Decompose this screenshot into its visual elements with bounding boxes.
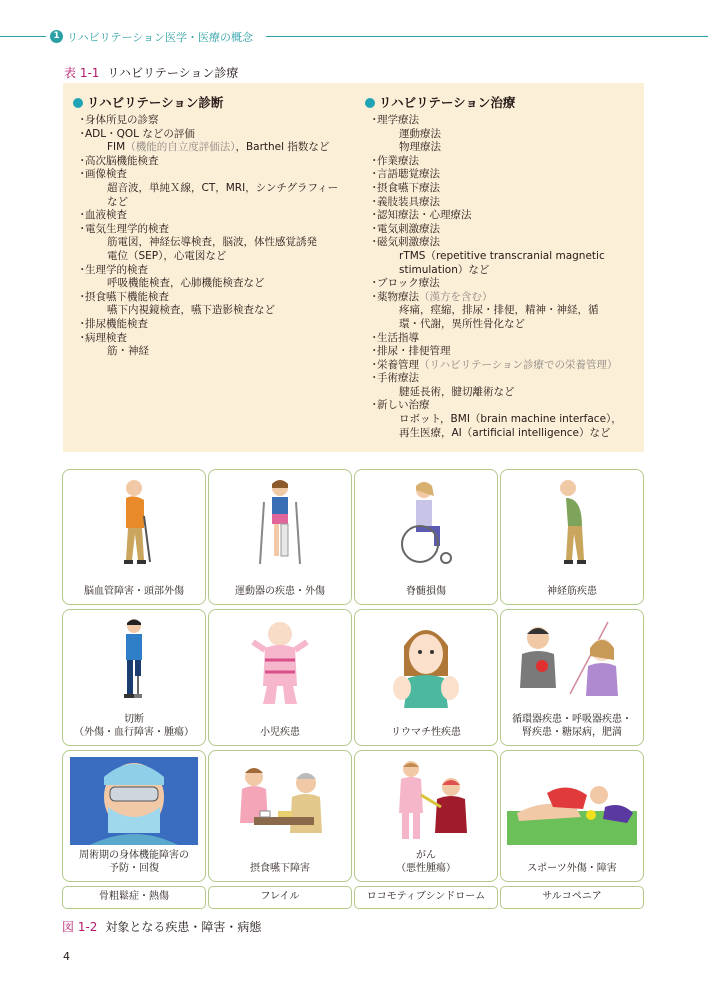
list-subitem [365, 141, 640, 155]
header-rule-left [0, 36, 46, 37]
list-subitem-text: ロボット，BMI（brain machine interface）， [399, 413, 622, 426]
treatment-heading [365, 95, 640, 111]
list-subitem [73, 236, 353, 250]
caregiver-feeding-icon [215, 757, 345, 847]
list-subitem [365, 264, 640, 278]
list-item [365, 345, 640, 359]
list-item [365, 196, 640, 210]
list-item [73, 168, 353, 182]
bullet-dot-icon [365, 98, 375, 108]
table-1-1 [63, 83, 644, 452]
list-subitem-suffix: ，Barthel 指数など [235, 141, 330, 154]
list-item-label: 電気生理学的検査 [85, 222, 169, 235]
list-item-label: 生理学的検査 [85, 263, 148, 276]
cell-label: 神経筋疾患 [547, 586, 597, 597]
table-title: リハビリテーション診療 [107, 66, 239, 80]
elderly-with-cane-icon [69, 476, 199, 568]
figure-cell [208, 469, 352, 605]
list-subitem-text: 環・代謝，異所性骨化など [399, 317, 525, 330]
list-item [73, 128, 353, 142]
list-item [365, 332, 640, 346]
list-item-label: 排尿・排便管理 [377, 345, 451, 358]
figure-cell [62, 469, 206, 605]
header-rule-right [266, 36, 708, 37]
elderly-stooped-icon [507, 476, 637, 568]
page-number: 4 [63, 950, 70, 963]
running-header [0, 30, 708, 44]
cell-label [65, 713, 203, 739]
list-subitem-text: FIM [107, 141, 126, 154]
list-item-label: 作業療法 [377, 154, 419, 167]
figure-cell [500, 469, 644, 605]
list-item-label: 摂食嚥下療法 [377, 181, 440, 194]
woman-with-painful-hands-icon [361, 616, 491, 708]
list-subitem [73, 345, 353, 359]
section-title: リハビリテーション医学・医療の概念 [67, 31, 254, 44]
list-subitem [73, 141, 353, 155]
list-item-label: 手術療法 [377, 372, 419, 385]
list-subitem-text: 電位（SEP），心電図など [107, 249, 227, 262]
list-subitem-text: 物理療法 [399, 141, 441, 154]
table-number: 表 1-1 [64, 66, 100, 80]
list-subitem [73, 277, 353, 291]
list-item-label: 認知療法・心理療法 [377, 209, 472, 222]
list-subitem [365, 304, 640, 318]
list-item [73, 155, 353, 169]
list-subitem-text: 嚥下内視鏡検査，嚥下造影検査など [107, 304, 275, 317]
list-item-label: 生活指導 [377, 331, 419, 344]
list-subitem [365, 128, 640, 142]
child-with-crutches-icon [215, 476, 345, 568]
figure-cell [208, 750, 352, 882]
list-subitem [73, 196, 353, 210]
cell-label-line1: 循環器疾患・呼吸器疾患・ [512, 714, 632, 725]
figure-cell [354, 750, 498, 882]
treatment-list [365, 114, 640, 440]
baby-with-harness-icon [215, 616, 345, 708]
list-item [73, 209, 353, 223]
cell-label-line2: （悪性腫瘍） [396, 863, 456, 874]
diagnosis-heading [73, 95, 353, 111]
list-item-label: 血液検査 [85, 209, 127, 222]
list-item [365, 155, 640, 169]
figure-cell [62, 609, 206, 746]
list-item-label: 薬物療法 [377, 290, 419, 303]
cell-label: 摂食嚥下障害 [250, 863, 310, 874]
list-subitem-note: （機能的自立度評価法） [125, 141, 236, 154]
list-item-label: 言語聴覚療法 [377, 168, 440, 181]
cell-label-line1: 周術期の身体機能障害の [79, 850, 189, 861]
list-item-label: 排尿機能検査 [85, 317, 148, 330]
treatment-heading-text: リハビリテーション治療 [379, 95, 516, 110]
figure-caption [62, 918, 261, 935]
cell-label-line1: がん [416, 850, 436, 861]
list-subitem-text: 超音波，単純Ｘ線，CT，MRI，シンチグラフィー [107, 181, 339, 194]
cell-label: 運動器の疾患・外傷 [235, 586, 325, 597]
figure-cell [500, 750, 644, 882]
list-subitem [365, 250, 640, 264]
list-item [73, 223, 353, 237]
list-item-label: 病理検査 [85, 331, 127, 344]
list-subitem-text: 呼吸機能検査，心肺機能検査など [107, 277, 265, 290]
list-subitem-text: stimulation）など [399, 263, 490, 276]
figure-cell [62, 750, 206, 882]
list-item [73, 264, 353, 278]
list-item-label: 磁気刺激療法 [377, 236, 440, 249]
figure-cell [500, 609, 644, 746]
list-item [365, 277, 640, 291]
cell-label-line2: 腎疾患・糖尿病，肥満 [522, 727, 622, 738]
figure-number: 図 1-2 [62, 920, 98, 934]
list-subitem [365, 413, 640, 427]
list-item-label: 義肢装具療法 [377, 195, 440, 208]
chest-pain-and-cough-icon [507, 616, 637, 702]
list-subitem [365, 386, 640, 400]
list-item [365, 182, 640, 196]
table-caption [64, 64, 238, 81]
list-item-note: （漢方を含む） [419, 290, 493, 303]
list-subitem-text: 再生医療，AI（artificial intelligence）など [399, 426, 611, 439]
treatment-column [365, 95, 640, 440]
list-item-label: ADL・QOL などの評価 [85, 127, 195, 140]
cell-label: 脊髄損傷 [406, 586, 446, 597]
condition-box: ロコモティブシンドローム [354, 886, 498, 909]
list-item [365, 168, 640, 182]
list-item [365, 223, 640, 237]
list-subitem-text: 筋・神経 [107, 345, 149, 358]
figure-title: 対象となる疾患・障害・病態 [105, 920, 262, 934]
list-item [365, 372, 640, 386]
list-subitem-text: など [107, 195, 128, 208]
diagnosis-list [73, 114, 353, 359]
diagnosis-heading-text: リハビリテーション診断 [87, 95, 224, 110]
list-subitem [365, 318, 640, 332]
list-item-label: 栄養管理 [377, 358, 419, 371]
cell-label [65, 849, 203, 875]
list-item-label: 理学療法 [377, 114, 419, 126]
cell-label: 小児疾患 [260, 727, 300, 738]
list-subitem [73, 182, 353, 196]
list-subitem-text: 筋電図，神経伝導検査，脳波，体性感覚誘発 [107, 236, 317, 249]
cell-label-line2: 予防・回復 [109, 863, 159, 874]
list-item [365, 291, 640, 305]
list-item [365, 209, 640, 223]
cell-label: リウマチ性疾患 [391, 727, 461, 738]
list-subitem [365, 427, 640, 441]
list-subitem-text: rTMS（repetitive transcranial magnetic [399, 249, 605, 262]
list-item-label: 摂食嚥下機能検査 [85, 290, 169, 303]
list-item-label: ブロック療法 [377, 277, 440, 290]
cell-label-line1: 切断 [124, 714, 144, 725]
list-item-label: 電気刺激療法 [377, 222, 440, 235]
list-item [365, 114, 640, 128]
list-item [365, 399, 640, 413]
figure-cell [208, 609, 352, 746]
condition-box: サルコペニア [500, 886, 644, 909]
list-subitem [73, 250, 353, 264]
cell-label: 脳血管障害・頭部外傷 [84, 586, 184, 597]
list-subitem-text: 運動療法 [399, 127, 441, 140]
person-in-wheelchair-icon [361, 476, 491, 568]
list-item [365, 359, 640, 373]
list-item [365, 236, 640, 250]
cell-label-line2: （外傷・血行障害・腫瘍） [74, 727, 194, 738]
patient-with-therapist-icon [361, 757, 491, 843]
list-item-label: 身体所見の診察 [85, 114, 159, 126]
injured-athlete-icon [507, 757, 637, 845]
list-subitem-text: 疼痛，痙縮，排尿・排便，精神・神経，循 [399, 304, 599, 317]
list-item-label: 新しい治療 [377, 399, 430, 412]
list-subitem [73, 304, 353, 318]
list-item-label: 高次脳機能検査 [85, 154, 159, 167]
list-item [73, 114, 353, 128]
list-subitem-text: 腱延長術，腱切離術など [399, 385, 515, 398]
bullet-dot-icon [73, 98, 83, 108]
section-number-badge: 1 [50, 30, 63, 43]
condition-box: 骨粗鬆症・熱傷 [62, 886, 206, 909]
cell-label: スポーツ外傷・障害 [527, 863, 617, 874]
cell-label [357, 849, 495, 875]
list-item-note: （リハビリテーション診療での栄養管理） [419, 358, 618, 371]
list-item [73, 332, 353, 346]
cell-label [503, 713, 641, 739]
condition-box: フレイル [208, 886, 352, 909]
figure-cell [354, 609, 498, 746]
figure-cell [354, 469, 498, 605]
list-item [73, 318, 353, 332]
surgeon-icon [69, 757, 199, 845]
list-item [73, 291, 353, 305]
person-with-prosthesis-icon [69, 616, 199, 702]
diagnosis-column [73, 95, 353, 359]
list-item-label: 画像検査 [85, 168, 127, 181]
